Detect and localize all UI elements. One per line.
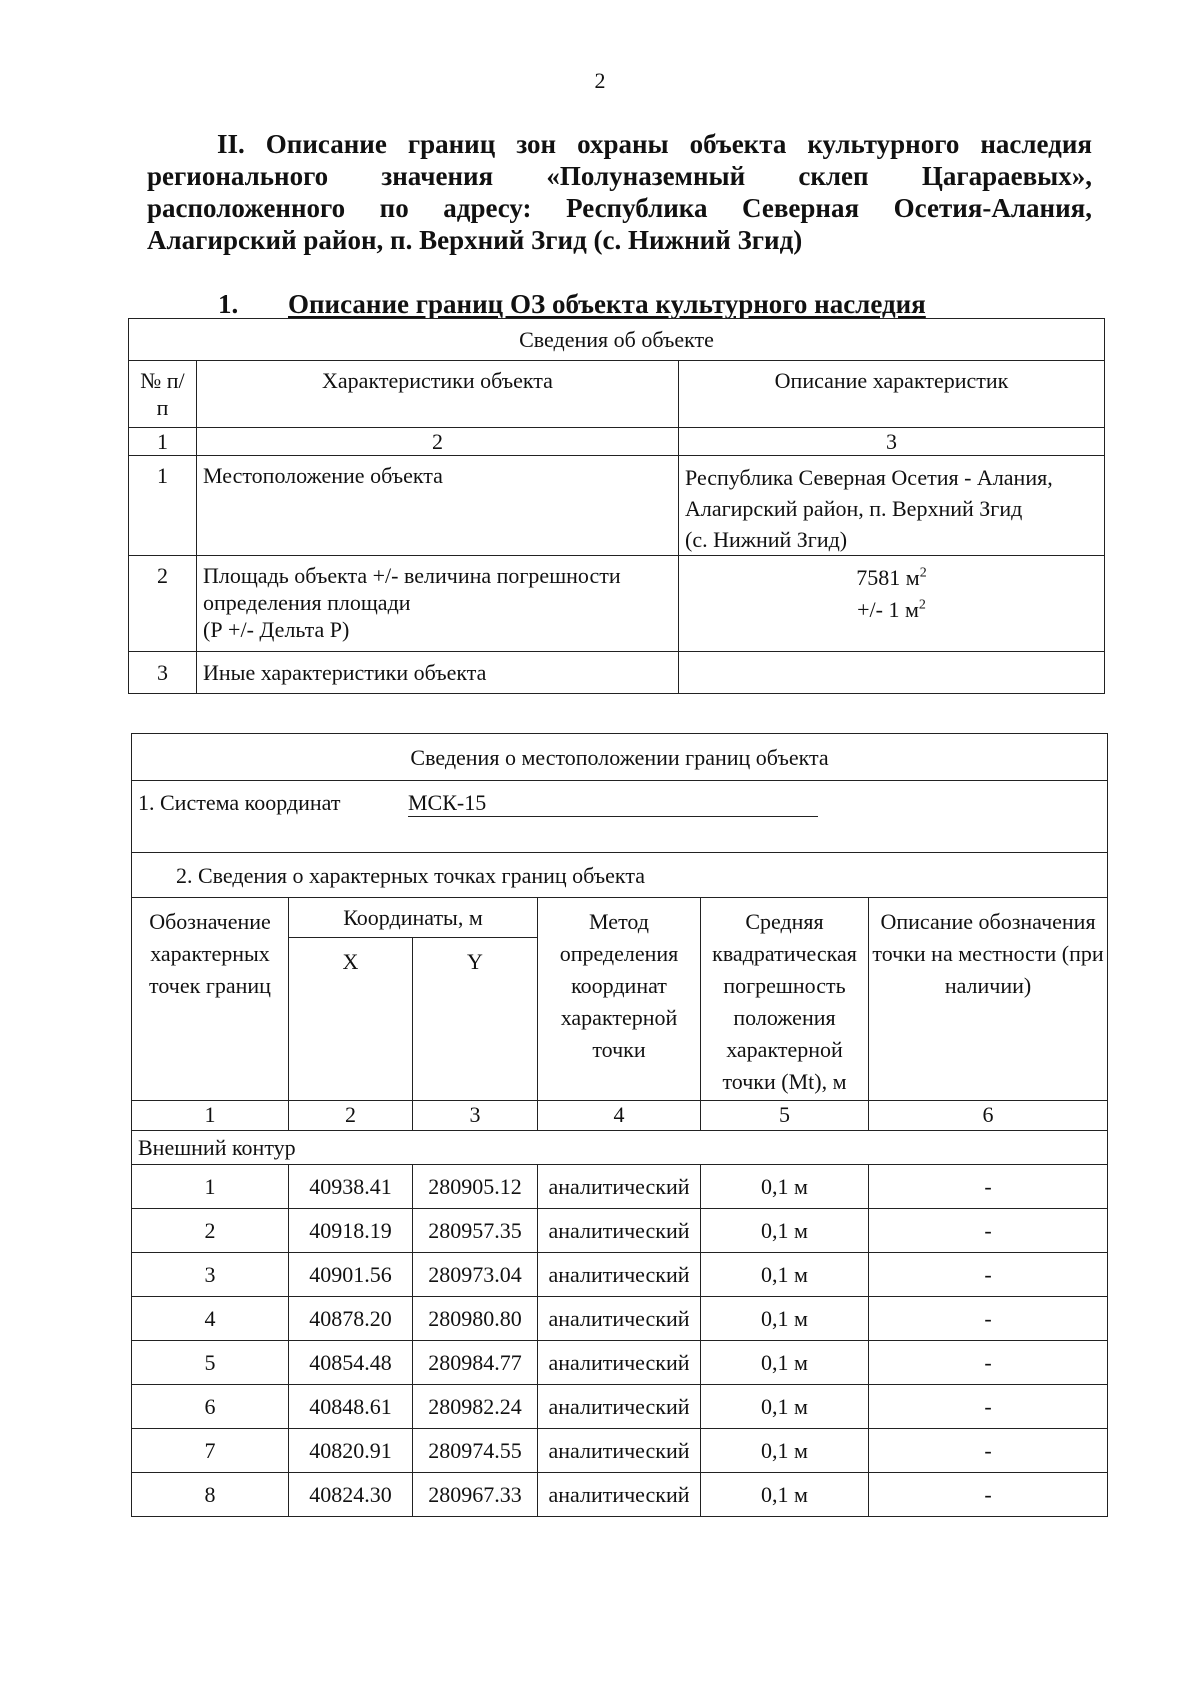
- point-y: 280957.35: [413, 1209, 538, 1253]
- object-info-caption: Сведения об объекте: [129, 319, 1105, 361]
- error-unit-sup: 2: [918, 597, 926, 613]
- row-value: [679, 652, 1105, 694]
- point-y: 280980.80: [413, 1297, 538, 1341]
- col-number: 1: [132, 1101, 289, 1131]
- point-desc: -: [869, 1297, 1108, 1341]
- section-title: Описание границ ОЗ объекта культурного наследия: [288, 289, 926, 319]
- header-coords: Координаты, м: [289, 898, 538, 938]
- table-row: [132, 1429, 1108, 1473]
- header-description: Описание обозначения точки на местности (при наличии): [869, 898, 1108, 1101]
- point-x: 40878.20: [289, 1297, 413, 1341]
- table-row: [129, 556, 1105, 652]
- point-x: 40901.56: [289, 1253, 413, 1297]
- point-y: 280984.77: [413, 1341, 538, 1385]
- point-id: 6: [132, 1385, 289, 1429]
- area-name-line: Площадь объекта +/- величина погрешности: [203, 563, 621, 588]
- area-name-line: определения площади: [203, 590, 411, 615]
- col-number: 2: [197, 428, 679, 456]
- header-number: № п/п: [129, 361, 197, 428]
- area-amount: 7581 м: [856, 565, 920, 590]
- point-id: 4: [132, 1297, 289, 1341]
- col-number: 1: [129, 428, 197, 456]
- location-line: Алагирский район, п. Верхний Згид: [685, 496, 1023, 521]
- point-x: 40820.91: [289, 1429, 413, 1473]
- row-name: [197, 556, 679, 652]
- point-method: аналитический: [538, 1473, 701, 1517]
- table-row: [132, 1297, 1108, 1341]
- point-method: аналитический: [538, 1165, 701, 1209]
- col-number: 6: [869, 1101, 1108, 1131]
- point-mt: 0,1 м: [701, 1253, 869, 1297]
- point-desc: -: [869, 1253, 1108, 1297]
- point-method: аналитический: [538, 1209, 701, 1253]
- table-row: [132, 1385, 1108, 1429]
- location-value: [679, 456, 1105, 556]
- row-number: 2: [129, 556, 197, 652]
- col-number: 4: [538, 1101, 701, 1131]
- header-description: Описание характеристик: [679, 361, 1105, 428]
- point-id: 7: [132, 1429, 289, 1473]
- header-error: Средняя квадратическая погрешность положения характерной точки (Mt), м: [701, 898, 869, 1101]
- point-y: 280967.33: [413, 1473, 538, 1517]
- document-title-text: II. Описание границ зон охраны объекта культурного наследия регионального значения «Полуназемный склеп Цагараевых», расположенного по адресу: Республика Северная Осетия-Алания, Алагирский район, п. Верхний Згид (с. Нижний Згид): [147, 129, 1092, 255]
- point-method: аналитический: [538, 1341, 701, 1385]
- header-designation: Обозначение характерных точек границ: [132, 898, 289, 1101]
- point-id: 2: [132, 1209, 289, 1253]
- section-heading: [218, 288, 1038, 320]
- row-number: 3: [129, 652, 197, 694]
- point-desc: -: [869, 1473, 1108, 1517]
- location-line: (с. Нижний Згид): [685, 527, 848, 552]
- table-row: [132, 1473, 1108, 1517]
- point-y: 280973.04: [413, 1253, 538, 1297]
- point-mt: 0,1 м: [701, 1473, 869, 1517]
- header-characteristics: Характеристики объекта: [197, 361, 679, 428]
- object-info-table: [128, 318, 1105, 694]
- table-row: [132, 1341, 1108, 1385]
- header-method: Метод определения координат характерной точки: [538, 898, 701, 1101]
- table-row: [132, 1209, 1108, 1253]
- point-mt: 0,1 м: [701, 1165, 869, 1209]
- col-number: 3: [679, 428, 1105, 456]
- point-mt: 0,1 м: [701, 1209, 869, 1253]
- table-row: [129, 652, 1105, 694]
- point-x: 40854.48: [289, 1341, 413, 1385]
- coord-system-label: 1. Система координат: [138, 790, 341, 815]
- points-body: [132, 1165, 1108, 1517]
- point-y: 280982.24: [413, 1385, 538, 1429]
- point-mt: 0,1 м: [701, 1385, 869, 1429]
- point-id: 5: [132, 1341, 289, 1385]
- point-id: 8: [132, 1473, 289, 1517]
- location-table: [131, 733, 1108, 1517]
- point-desc: -: [869, 1209, 1108, 1253]
- point-desc: -: [869, 1385, 1108, 1429]
- coord-system-value: МСК-15: [408, 789, 818, 817]
- point-mt: 0,1 м: [701, 1429, 869, 1473]
- col-number: 2: [289, 1101, 413, 1131]
- point-mt: 0,1 м: [701, 1297, 869, 1341]
- document-title: [147, 128, 1092, 256]
- point-y: 280974.55: [413, 1429, 538, 1473]
- table-row: [132, 1165, 1108, 1209]
- point-method: аналитический: [538, 1385, 701, 1429]
- area-value: [679, 556, 1105, 652]
- section-number: 1.: [218, 289, 239, 319]
- area-unit-sup: 2: [919, 565, 927, 581]
- point-id: 1: [132, 1165, 289, 1209]
- location-caption: Сведения о местоположении границ объекта: [132, 734, 1108, 781]
- header-y: Y: [413, 938, 538, 1101]
- col-number: 3: [413, 1101, 538, 1131]
- col-number: 5: [701, 1101, 869, 1131]
- coord-system-row: [132, 781, 1108, 853]
- point-method: аналитический: [538, 1429, 701, 1473]
- table-row: [132, 1253, 1108, 1297]
- area-error: +/- 1 м: [857, 597, 919, 622]
- point-y: 280905.12: [413, 1165, 538, 1209]
- point-x: 40848.61: [289, 1385, 413, 1429]
- header-x: X: [289, 938, 413, 1101]
- row-number: 1: [129, 456, 197, 556]
- area-name-line: (Р +/- Дельта Р): [203, 617, 350, 642]
- point-x: 40824.30: [289, 1473, 413, 1517]
- points-caption: 2. Сведения о характерных точках границ объекта: [132, 853, 1108, 898]
- point-desc: -: [869, 1341, 1108, 1385]
- row-name: Местоположение объекта: [197, 456, 679, 556]
- page-number: 2: [594, 68, 606, 93]
- point-method: аналитический: [538, 1297, 701, 1341]
- point-id: 3: [132, 1253, 289, 1297]
- table-row: [129, 456, 1105, 556]
- location-line: Республика Северная Осетия - Алания,: [685, 465, 1053, 490]
- point-x: 40938.41: [289, 1165, 413, 1209]
- row-name: Иные характеристики объекта: [197, 652, 679, 694]
- point-method: аналитический: [538, 1253, 701, 1297]
- contour-label: Внешний контур: [132, 1131, 1108, 1165]
- point-desc: -: [869, 1165, 1108, 1209]
- point-x: 40918.19: [289, 1209, 413, 1253]
- point-desc: -: [869, 1429, 1108, 1473]
- point-mt: 0,1 м: [701, 1341, 869, 1385]
